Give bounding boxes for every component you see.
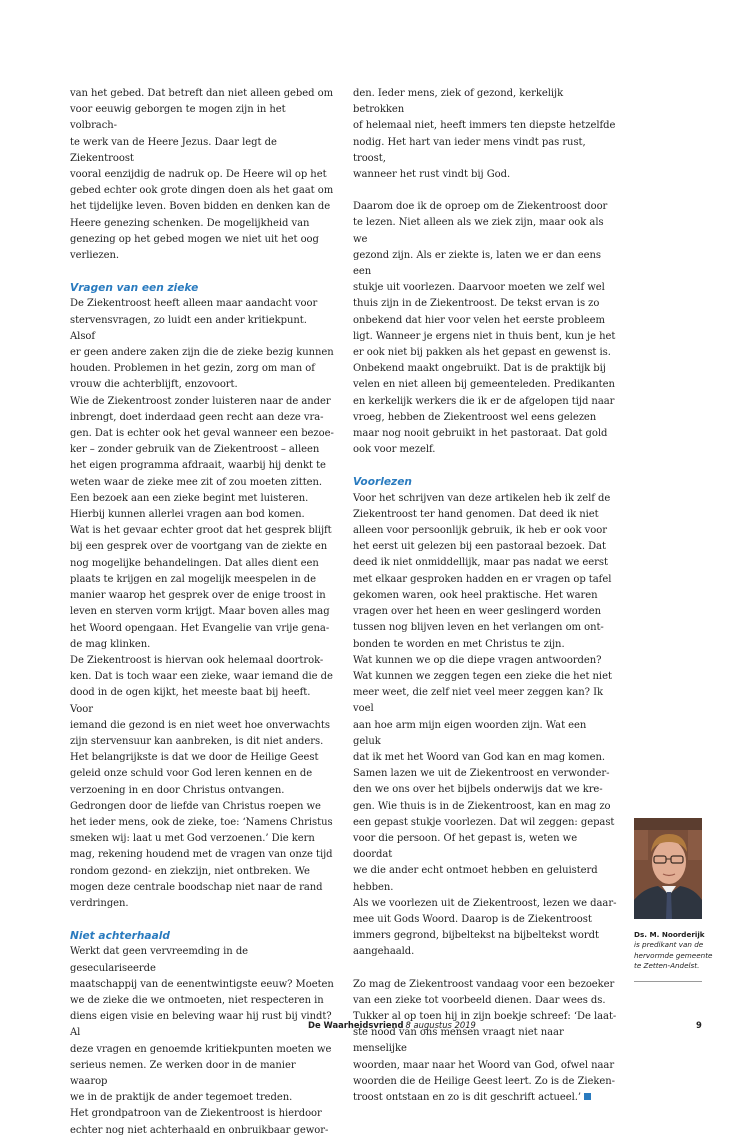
text-line: dat ik met het Woord van God kan en mag komen. [353,751,605,763]
text-line: de mag klinken. [70,638,151,650]
text-line: den. Ieder mens, ziek of gezond, kerkelijk betrokken [353,88,564,116]
text-line: te lezen. Niet alleen als we ziek zijn, maar ook als we [353,217,604,245]
text-line: we in de praktijk de ander tegemoet treden. [70,1092,293,1104]
text-line: Wie de Ziekentroost zonder luisteren naar de ander [70,395,331,407]
text-line: gen. Dat is echter ook het geval wanneer een bezoe- [70,428,334,440]
text-line: stervensvragen, zo luidt een ander kritiekpunt. Alsof [70,314,307,342]
author-caption [634,930,724,972]
text-line: Als we voorlezen uit de Ziekentroost, lezen we daar- [353,897,617,909]
text-line: weten waar de zieke mee zit of zou moeten zitten. [70,476,323,488]
text-line: Voor het schrijven van deze artikelen heb ik zelf de [353,492,611,504]
text-line: deed ik niet onmiddellijk, maar pas nadat we eerst [353,557,608,569]
paragraph [353,86,617,183]
text-line: voor die persoon. Of het gepast is, weten we doordat [353,832,578,861]
text-line: dood in de ogen kijkt, het meeste baat bij heeft. Voor [70,687,311,715]
text-line: Heere genezing schenken. De mogelijkheid van [70,217,310,229]
text-line: tussen nog blijven leven en het verlangen om ont- [353,622,604,634]
left-column [70,86,334,1139]
text-line: het eerst uit gelezen bij een pastoraal bezoek. Dat [353,541,606,553]
text-line: Ziekentroost ter hand genomen. Dat deed ik niet [353,508,599,520]
text-line: gekomen waren, ook heel praktische. Het waren [353,589,598,601]
paragraph [70,86,334,264]
page-number: 9 [696,1020,702,1030]
text-line: aangehaald. [353,946,415,958]
text-line: een gepast stukje voorlezen. Dat wil zeggen: gepast [353,816,615,828]
publication-date: 8 augustus 2019 [405,1020,476,1030]
text-line: diens eigen visie en beleving waar hij rust bij vindt? Al [70,1011,332,1039]
text-line: hebben. [353,881,394,893]
text-line: te werk van de Heere Jezus. Daar legt de Ziekentroost [70,136,277,164]
paragraph [353,491,617,961]
text-line: alleen voor persoonlijk gebruik, ik heb er ook voor [353,525,607,537]
text-line: velen en niet alleen bij gemeenteleden. Predikanten [353,379,615,391]
paragraph-gap [353,458,617,474]
text-line: Wat kunnen we zeggen tegen een zieke die het niet [353,670,612,682]
text-line: plaats te krijgen en zal mogelijk meespelen in de [70,573,316,585]
text-line: mee uit Gods Woord. Daarop is de Ziekentroost [353,913,592,925]
text-line: Wat kunnen we op die diepe vragen antwoorden? [353,654,602,666]
paragraph [353,199,617,458]
text-line: het Woord opengaan. Het Evangelie van vrije gena- [70,622,330,634]
text-line: nodig. Het hart van ieder mens vindt pas rust, troost, [353,136,586,164]
text-line: ste nood van ons mensen vraagt niet naar menselijke [353,1027,564,1055]
text-line: troost ontstaan en zo is dit geschrift actueel.’ [353,1091,582,1103]
text-line: maar nog nooit gebruikt in het pastoraat. Dat gold [353,428,608,440]
text-line: vooral eenzijdig de nadruk op. De Heere wil op het [70,169,327,181]
text-line: Het belangrijkste is dat we door de Heilige Geest [70,752,319,764]
text-line: we die ander echt ontmoet hebben en geluisterd [353,865,598,877]
text-line: onbekend dat hier voor velen het eerste probleem [353,314,605,326]
text-line: rondom gezond- en ziekzijn, niet ontbreken. We [70,865,310,877]
text-line: thuis zijn in de Ziekentroost. De tekst ervan is zo [353,298,600,310]
text-line: ligt. Wanneer je ergens niet in thuis bent, kun je het [353,330,616,342]
paragraph [70,296,334,912]
text-line: van een zieke tot voorbeeld dienen. Daar wees ds. [353,994,606,1006]
text-line: verdringen. [70,897,129,909]
text-line: van het gebed. Dat betreft dan niet alleen gebed om [70,88,334,99]
text-line: leven en sterven vorm krijgt. Maar boven alles mag [70,606,330,618]
text-line: verzoening in en door Christus ontvangen. [70,784,285,796]
text-line: zijn stervensuur kan aanbreken, is dit niet anders. [70,735,324,747]
text-line: De Ziekentroost heeft alleen maar aandacht voor [70,298,318,310]
text-line: bij een gesprek over de voortgang van de ziekte en [70,541,328,553]
text-line: Werkt dat geen vervreemding in de geseculariseerde [70,946,249,974]
text-line: manier waarop het gesprek over de enige troost in [70,590,326,602]
author-photo [634,818,702,919]
text-line: is predikant van de [634,940,704,950]
text-line: Samen lazen we uit de Ziekentroost en verwonder- [353,768,610,780]
paragraph-gap [70,912,334,928]
author-portrait-image [634,818,702,919]
text-line: nog mogelijke behandelingen. Dat alles dient een [70,557,319,569]
text-line: ook voor mezelf. [353,444,436,456]
text-line: den we ons over het bijbels onderwijs dat we kre- [353,784,603,796]
text-line: het ieder mens, ook de zieke, toe: ‘Namens Christus [70,816,333,828]
text-line: vrouw die achterblijft, enzovoort. [70,379,238,391]
text-line: woorden die de Heilige Geest leert. Zo is de Zieken- [353,1075,616,1087]
publication-info [308,1020,476,1030]
text-line: Zo mag de Ziekentroost vandaag voor een bezoeker [353,978,615,990]
text-line: Onbekend maakt ongebruikt. Dat is de praktijk bij [353,363,606,375]
text-line: Hierbij kunnen allerlei vragen aan bod komen. [70,509,305,521]
text-line: serieus nemen. Ze werken door in de manier waarop [70,1059,296,1087]
text-line: meer weet, die zelf niet veel meer zeggen kan? Ik voel [353,687,603,715]
section-heading: Vragen van een zieke [70,282,199,295]
text-line: genezing op het gebed mogen we niet uit het oog [70,233,319,245]
text-line: immers gegrond, bijbeltekst na bijbeltekst wordt [353,930,599,942]
text-line: er ook niet bij pakken als het gepast en gewenst is. [353,347,611,359]
right-column [353,86,617,1106]
text-line: smeken wij: laat u met God verzoenen.’ Die kern [70,833,315,845]
text-line: verliezen. [70,250,119,262]
text-line: deze vragen en genoemde kritiekpunten moeten we [70,1043,332,1055]
text-line: mag, rekening houdend met de vragen van onze tijd [70,849,333,861]
author-role [634,940,724,971]
text-line: of helemaal niet, heeft immers ten diepste hetzelfde [353,120,616,132]
text-line: wanneer het rust vindt bij God. [353,169,511,181]
article-end-mark [584,1093,591,1100]
text-line: bonden te worden en met Christus te zijn. [353,638,565,650]
caption-divider [634,981,702,982]
text-line: Het grondpatroon van de Ziekentroost is hierdoor [70,1108,322,1120]
text-line: en kerkelijk werkers die ik er de afgelopen tijd naar [353,395,615,407]
text-line: Tukker al op toen hij in zijn boekje schreef: ‘De laat- [353,1010,617,1022]
paragraph-gap [70,264,334,280]
text-line: het tijdelijke leven. Boven bidden en denken kan de [70,201,331,213]
text-line: gen. Wie thuis is in de Ziekentroost, kan en mag zo [353,800,611,812]
author-name: Ds. M. Noorderijk [634,930,705,939]
text-line: Wat is het gevaar echter groot dat het gesprek blijft [70,525,332,537]
text-line: ker – zonder gebruik van de Ziekentroost – alleen [70,444,320,456]
text-line: Een bezoek aan een zieke begint met luisteren. [70,492,309,504]
publication-title: De Waarheidsvriend [308,1020,404,1030]
paragraph-gap [353,183,617,199]
text-line: aan hoe arm mijn eigen woorden zijn. Wat een geluk [353,719,587,747]
paragraph [70,944,334,1138]
text-line: iemand die gezond is en niet weet hoe onverwachts [70,719,330,731]
text-line: Daarom doe ik de oproep om de Ziekentroost door [353,201,608,213]
text-line: gebed echter ook grote dingen doen als het gaat om [70,185,334,197]
text-line: geleid onze schuld voor God leren kennen en de [70,768,313,780]
page-footer [0,1020,738,1034]
text-line: maatschappij van de eenentwintigste eeuw? Moeten [70,978,334,990]
section-heading: Voorlezen [353,476,412,489]
text-line: voor eeuwig geborgen te mogen zijn in het volbrach- [70,104,286,132]
text-line: met elkaar gesproken hadden en er vragen op tafel [353,573,612,585]
text-line: echter nog niet achterhaald en onbruikbaar gewor- [70,1124,329,1136]
text-line: gezond zijn. Als er ziekte is, laten we er dan eens een [353,249,601,278]
text-line: stukje uit voorlezen. Daarvoor moeten we zelf wel [353,282,605,294]
text-line: we de zieke die we ontmoeten, niet respecteren in [70,994,324,1006]
text-line: De Ziekentroost is hiervan ook helemaal doortrok- [70,654,324,666]
text-line: houden. Problemen in het gezin, zorg om man of [70,363,315,375]
paragraph-gap [353,961,617,977]
section-heading: Niet achterhaald [70,930,170,943]
text-line: te Zetten-Andelst. [634,961,700,971]
text-line: ken. Dat is toch waar een zieke, waar iemand die de [70,671,333,683]
text-line: er geen andere zaken zijn die de zieke bezig kunnen [70,347,334,359]
text-line: mogen deze centrale boodschap niet naar de rand [70,881,323,893]
text-line: inbrengt, doet inderdaad geen recht aan deze vra- [70,411,324,423]
text-line: Gedrongen door de liefde van Christus roepen we [70,800,321,812]
text-line: vragen over het heen en weer geslingerd worden [353,606,602,618]
text-line: het eigen programma afdraait, waarbij hij denkt te [70,460,326,472]
text-line: woorden, maar naar het Woord van God, ofwel naar [353,1059,615,1071]
text-line: hervormde gemeente [634,950,713,960]
closing-paragraph [353,977,617,1107]
text-line: vroeg, hebben de Ziekentroost wel eens gelezen [353,411,597,423]
